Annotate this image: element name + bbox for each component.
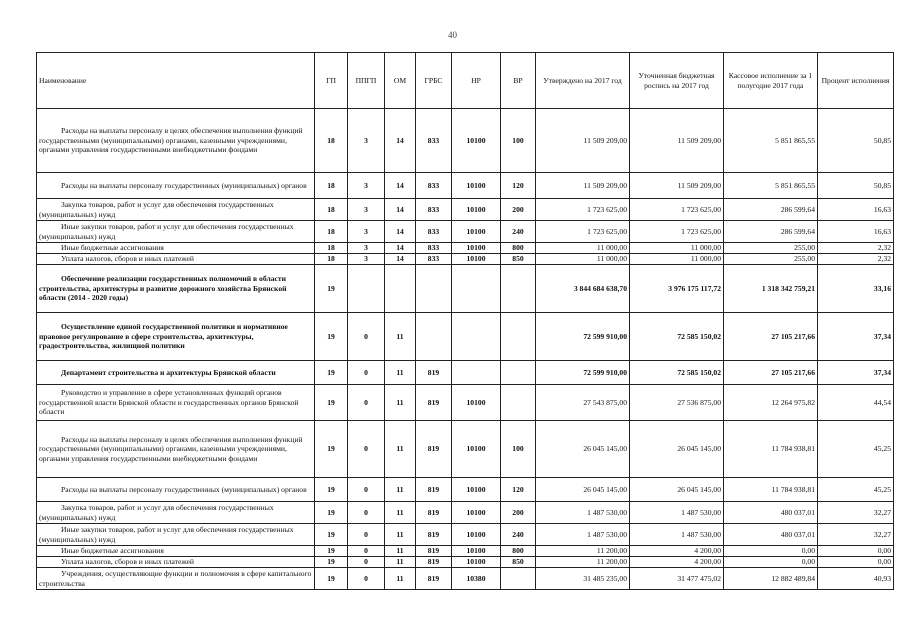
row-percent: 0,00 — [818, 546, 894, 557]
row-gp: 18 — [315, 243, 348, 254]
row-np: 10100 — [452, 173, 501, 199]
row-ppgp: 0 — [348, 385, 385, 421]
row-refined: 4 200,00 — [630, 557, 724, 568]
row-executed: 1 318 342 759,21 — [724, 265, 818, 313]
row-percent: 45,25 — [818, 478, 894, 502]
row-approved: 26 045 145,00 — [536, 421, 630, 478]
row-refined: 26 045 145,00 — [630, 421, 724, 478]
header-ppgp: ППГП — [348, 53, 385, 109]
row-percent: 32,27 — [818, 502, 894, 524]
row-percent: 2,32 — [818, 243, 894, 254]
row-percent: 45,25 — [818, 421, 894, 478]
table-row — [37, 109, 894, 173]
row-executed: 255,00 — [724, 254, 818, 265]
row-executed: 27 105 217,66 — [724, 361, 818, 385]
row-percent: 16,63 — [818, 199, 894, 221]
row-om: 11 — [385, 557, 416, 568]
header-percent: Процент исполнения — [818, 53, 894, 109]
row-approved: 72 599 910,00 — [536, 361, 630, 385]
row-gp: 18 — [315, 109, 348, 173]
row-approved: 11 000,00 — [536, 254, 630, 265]
row-refined: 1 487 530,00 — [630, 524, 724, 546]
row-grbs: 819 — [416, 502, 452, 524]
table-row — [37, 173, 894, 199]
table-row — [37, 557, 894, 568]
row-name — [37, 546, 315, 557]
row-executed: 480 037,01 — [724, 502, 818, 524]
row-om: 14 — [385, 109, 416, 173]
row-gp: 19 — [315, 568, 348, 590]
row-name — [37, 361, 315, 385]
header-vr: ВР — [501, 53, 536, 109]
row-grbs: 819 — [416, 524, 452, 546]
row-om — [385, 265, 416, 313]
row-ppgp: 0 — [348, 478, 385, 502]
row-vr: 200 — [501, 502, 536, 524]
row-executed: 286 599,64 — [724, 221, 818, 243]
row-executed: 5 851 865,55 — [724, 109, 818, 173]
row-grbs: 833 — [416, 254, 452, 265]
table-row — [37, 502, 894, 524]
row-gp: 19 — [315, 421, 348, 478]
header-approved: Утверждено на 2017 год — [536, 53, 630, 109]
row-approved: 31 485 235,00 — [536, 568, 630, 590]
row-gp: 19 — [315, 313, 348, 361]
row-name — [37, 109, 315, 173]
row-percent: 33,16 — [818, 265, 894, 313]
row-name — [37, 557, 315, 568]
row-name — [37, 199, 315, 221]
row-gp: 18 — [315, 173, 348, 199]
row-name-text: Уплата налогов, сборов и иных платежей — [61, 254, 194, 264]
row-refined: 72 585 150,02 — [630, 313, 724, 361]
row-ppgp: 0 — [348, 524, 385, 546]
row-om: 11 — [385, 568, 416, 590]
row-percent: 32,27 — [818, 524, 894, 546]
row-name-text: Осуществление единой государственной политики и нормативное правовое регулирование в сфере строительства, архитектуры, градостроительства, жилищной политики — [39, 322, 288, 351]
row-np: 10100 — [452, 109, 501, 173]
row-refined: 27 536 875,00 — [630, 385, 724, 421]
row-name-text: Уплата налогов, сборов и иных платежей — [61, 557, 194, 567]
row-vr: 850 — [501, 557, 536, 568]
row-np: 10100 — [452, 502, 501, 524]
row-om: 11 — [385, 524, 416, 546]
row-percent: 0,00 — [818, 557, 894, 568]
row-np: 10100 — [452, 557, 501, 568]
row-ppgp: 3 — [348, 173, 385, 199]
row-vr: 200 — [501, 199, 536, 221]
row-ppgp: 0 — [348, 502, 385, 524]
row-grbs: 819 — [416, 557, 452, 568]
row-name-text: Иные закупки товаров, работ и услуг для обеспечения государственных (муниципальных) нужд — [39, 525, 294, 544]
table-row — [37, 254, 894, 265]
row-gp: 19 — [315, 557, 348, 568]
row-name-text: Расходы на выплаты персоналу государственных (муниципальных) органов — [61, 180, 307, 190]
row-name — [37, 173, 315, 199]
row-grbs: 819 — [416, 421, 452, 478]
row-name-text: Обеспечение реализации государственных полномочий в области строительства, архитектуры и развитие дорожного хозяйства Брянской области (2014 - 2020 годы) — [39, 274, 287, 303]
budget-execution-table — [36, 52, 894, 590]
row-executed: 0,00 — [724, 557, 818, 568]
row-om: 11 — [385, 361, 416, 385]
row-approved: 1 487 530,00 — [536, 502, 630, 524]
page-number: 40 — [448, 30, 457, 40]
row-refined: 4 200,00 — [630, 546, 724, 557]
row-gp: 19 — [315, 361, 348, 385]
row-grbs: 819 — [416, 385, 452, 421]
row-gp: 18 — [315, 199, 348, 221]
row-approved: 11 200,00 — [536, 546, 630, 557]
row-executed: 0,00 — [724, 546, 818, 557]
header-np: НР — [452, 53, 501, 109]
row-name-text: Департамент строительства и архитектуры Брянской области — [61, 367, 276, 377]
row-name-text: Иные закупки товаров, работ и услуг для обеспечения государственных (муниципальных) нужд — [39, 222, 294, 241]
row-vr — [501, 313, 536, 361]
row-ppgp: 0 — [348, 568, 385, 590]
row-ppgp: 0 — [348, 421, 385, 478]
header-om: ОМ — [385, 53, 416, 109]
row-name — [37, 385, 315, 421]
row-approved: 26 045 145,00 — [536, 478, 630, 502]
row-name-text: Закупка товаров, работ и услуг для обеспечения государственных (муниципальных) нужд — [39, 503, 274, 522]
row-refined: 1 487 530,00 — [630, 502, 724, 524]
row-np: 10100 — [452, 478, 501, 502]
table-row — [37, 313, 894, 361]
row-name — [37, 524, 315, 546]
header-refined: Уточненная бюджетная роспись на 2017 год — [630, 53, 724, 109]
row-approved: 11 200,00 — [536, 557, 630, 568]
table-row — [37, 524, 894, 546]
row-ppgp: 0 — [348, 361, 385, 385]
row-approved: 1 723 625,00 — [536, 221, 630, 243]
row-np — [452, 265, 501, 313]
row-om: 14 — [385, 173, 416, 199]
row-gp: 19 — [315, 385, 348, 421]
header-executed: Кассовое исполнение за 1 полугодие 2017 года — [724, 53, 818, 109]
table-row — [37, 265, 894, 313]
row-refined: 3 976 175 117,72 — [630, 265, 724, 313]
row-name — [37, 478, 315, 502]
row-vr: 240 — [501, 221, 536, 243]
row-gp: 18 — [315, 221, 348, 243]
row-name-text: Расходы на выплаты персоналу в целях обеспечения выполнения функций государственными (муниципальными) органами, казенными учреждениями, органами управления государственными внебюджетными фондами — [39, 434, 303, 463]
row-executed: 27 105 217,66 — [724, 313, 818, 361]
row-refined: 72 585 150,02 — [630, 361, 724, 385]
row-approved: 3 844 684 638,70 — [536, 265, 630, 313]
row-refined: 11 000,00 — [630, 254, 724, 265]
row-name-text: Иные бюджетные ассигнования — [61, 243, 164, 253]
row-vr: 850 — [501, 254, 536, 265]
row-percent: 40,93 — [818, 568, 894, 590]
table-row — [37, 421, 894, 478]
row-np: 10100 — [452, 524, 501, 546]
row-ppgp: 3 — [348, 243, 385, 254]
row-grbs — [416, 313, 452, 361]
row-om: 14 — [385, 254, 416, 265]
table-body — [37, 109, 894, 590]
row-grbs: 819 — [416, 478, 452, 502]
row-ppgp: 0 — [348, 313, 385, 361]
row-np — [452, 313, 501, 361]
row-name-text: Расходы на выплаты персоналу государственных (муниципальных) органов — [61, 484, 307, 494]
row-executed: 5 851 865,55 — [724, 173, 818, 199]
row-gp: 19 — [315, 546, 348, 557]
row-ppgp — [348, 265, 385, 313]
row-om: 14 — [385, 199, 416, 221]
row-vr — [501, 385, 536, 421]
row-percent: 44,54 — [818, 385, 894, 421]
row-approved: 1 723 625,00 — [536, 199, 630, 221]
table-row — [37, 478, 894, 502]
row-percent: 37,34 — [818, 361, 894, 385]
row-ppgp: 0 — [348, 546, 385, 557]
row-vr — [501, 361, 536, 385]
row-gp: 19 — [315, 265, 348, 313]
row-name-text: Расходы на выплаты персоналу в целях обеспечения выполнения функций государственными (муниципальными) органами, казенными учреждениями, органами управления государственными внебюджетными фондами — [39, 126, 303, 155]
row-executed: 12 264 975,82 — [724, 385, 818, 421]
row-om: 11 — [385, 478, 416, 502]
row-vr: 800 — [501, 243, 536, 254]
row-ppgp: 3 — [348, 254, 385, 265]
row-name — [37, 502, 315, 524]
row-np: 10380 — [452, 568, 501, 590]
row-om: 11 — [385, 502, 416, 524]
row-gp: 19 — [315, 478, 348, 502]
header-grbs: ГРБС — [416, 53, 452, 109]
row-gp: 18 — [315, 254, 348, 265]
row-vr: 120 — [501, 173, 536, 199]
row-executed: 480 037,01 — [724, 524, 818, 546]
row-percent: 16,63 — [818, 221, 894, 243]
row-grbs: 833 — [416, 221, 452, 243]
header-gp: ГП — [315, 53, 348, 109]
row-ppgp: 3 — [348, 109, 385, 173]
row-gp: 19 — [315, 502, 348, 524]
row-om: 11 — [385, 421, 416, 478]
row-vr: 100 — [501, 109, 536, 173]
row-om: 14 — [385, 243, 416, 254]
row-executed: 255,00 — [724, 243, 818, 254]
row-refined: 11 000,00 — [630, 243, 724, 254]
row-refined: 1 723 625,00 — [630, 221, 724, 243]
row-percent: 2,32 — [818, 254, 894, 265]
row-grbs: 833 — [416, 173, 452, 199]
row-grbs: 819 — [416, 361, 452, 385]
row-name-text: Учреждения, осуществляющие функции и полномочия в сфере капитального строительства — [39, 569, 312, 588]
row-name — [37, 568, 315, 590]
row-vr — [501, 265, 536, 313]
row-np: 10100 — [452, 254, 501, 265]
row-np: 10100 — [452, 243, 501, 254]
row-refined: 26 045 145,00 — [630, 478, 724, 502]
row-np: 10100 — [452, 421, 501, 478]
row-om: 11 — [385, 313, 416, 361]
row-np: 10100 — [452, 546, 501, 557]
row-approved: 72 599 910,00 — [536, 313, 630, 361]
header-name: Наименование — [37, 53, 315, 109]
table-header-row — [37, 53, 894, 109]
row-vr: 100 — [501, 421, 536, 478]
row-percent: 50,85 — [818, 109, 894, 173]
row-vr: 240 — [501, 524, 536, 546]
table-row — [37, 221, 894, 243]
row-vr: 120 — [501, 478, 536, 502]
row-om: 11 — [385, 385, 416, 421]
row-grbs: 833 — [416, 243, 452, 254]
row-gp: 19 — [315, 524, 348, 546]
row-name — [37, 243, 315, 254]
row-np: 10100 — [452, 221, 501, 243]
row-name — [37, 254, 315, 265]
table-row — [37, 568, 894, 590]
row-percent: 50,85 — [818, 173, 894, 199]
row-approved: 11 509 209,00 — [536, 173, 630, 199]
row-name-text: Иные бюджетные ассигнования — [61, 546, 164, 556]
row-ppgp: 0 — [348, 557, 385, 568]
row-approved: 11 509 209,00 — [536, 109, 630, 173]
row-name — [37, 421, 315, 478]
row-executed: 11 784 938,81 — [724, 421, 818, 478]
row-grbs: 833 — [416, 199, 452, 221]
row-executed: 286 599,64 — [724, 199, 818, 221]
row-name — [37, 221, 315, 243]
row-np: 10100 — [452, 199, 501, 221]
row-grbs — [416, 265, 452, 313]
row-refined: 11 509 209,00 — [630, 109, 724, 173]
row-executed: 11 784 938,81 — [724, 478, 818, 502]
row-percent: 37,34 — [818, 313, 894, 361]
row-executed: 12 882 489,84 — [724, 568, 818, 590]
table-row — [37, 546, 894, 557]
table-row — [37, 361, 894, 385]
table-row — [37, 243, 894, 254]
row-grbs: 819 — [416, 546, 452, 557]
row-grbs: 833 — [416, 109, 452, 173]
row-approved: 11 000,00 — [536, 243, 630, 254]
row-om: 14 — [385, 221, 416, 243]
row-grbs: 819 — [416, 568, 452, 590]
row-np: 10100 — [452, 385, 501, 421]
row-om: 11 — [385, 546, 416, 557]
row-name — [37, 265, 315, 313]
row-ppgp: 3 — [348, 221, 385, 243]
row-name-text: Руководство и управление в сфере установленных функций органов государственной власти Брянской области и государственных органов Брянской области — [39, 388, 299, 417]
row-vr — [501, 568, 536, 590]
row-np — [452, 361, 501, 385]
row-approved: 1 487 530,00 — [536, 524, 630, 546]
row-approved: 27 543 875,00 — [536, 385, 630, 421]
row-refined: 31 477 475,02 — [630, 568, 724, 590]
table-row — [37, 385, 894, 421]
row-vr: 800 — [501, 546, 536, 557]
table-row — [37, 199, 894, 221]
row-refined: 1 723 625,00 — [630, 199, 724, 221]
row-name — [37, 313, 315, 361]
row-name-text: Закупка товаров, работ и услуг для обеспечения государственных (муниципальных) нужд — [39, 200, 274, 219]
row-refined: 11 509 209,00 — [630, 173, 724, 199]
row-ppgp: 3 — [348, 199, 385, 221]
